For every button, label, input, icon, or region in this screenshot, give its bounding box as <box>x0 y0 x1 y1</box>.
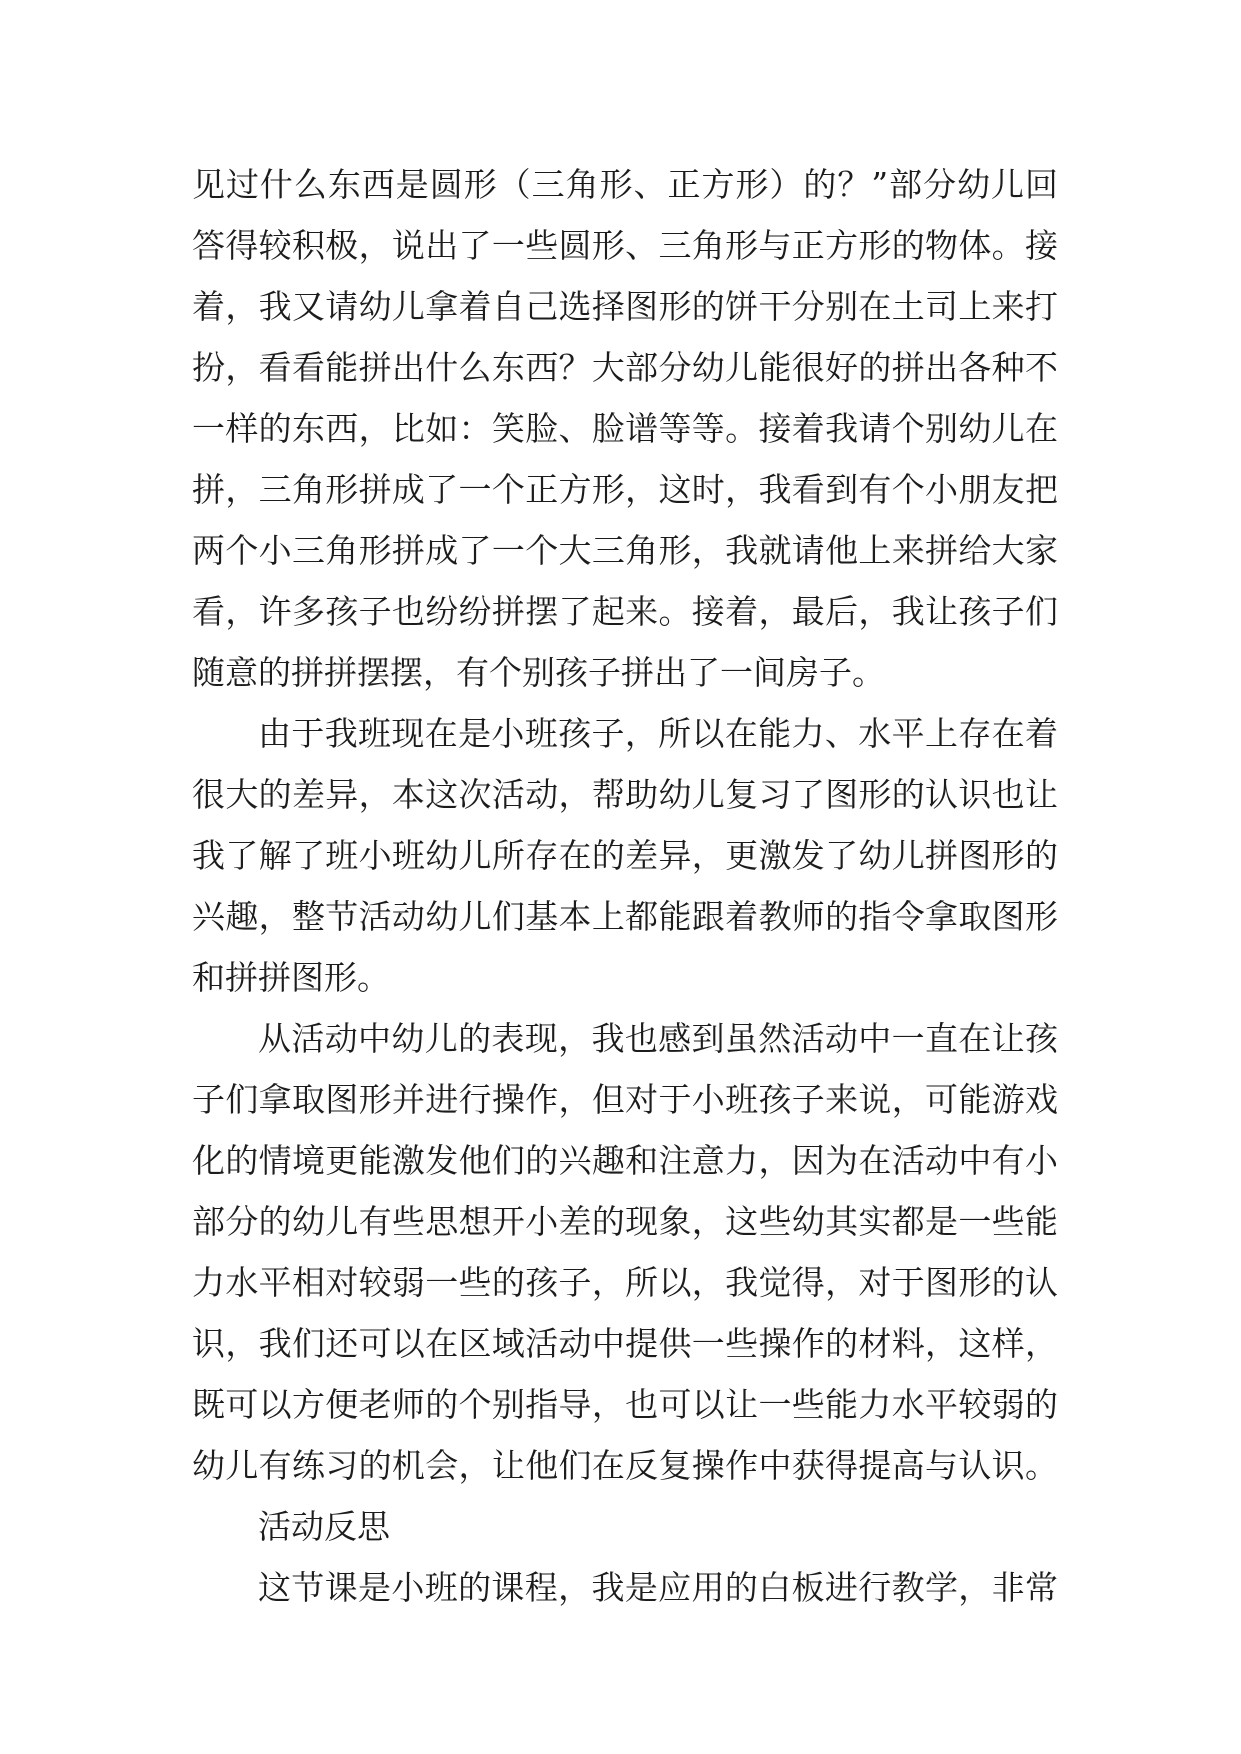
paragraph-1-line-7: 两个小三角形拼成了一个大三角形，我就请他上来拼给大家 <box>192 531 1058 570</box>
paragraph-1-line-3: 着，我又请幼儿拿着自己选择图形的饼干分别在土司上来打 <box>192 287 1058 326</box>
paragraph-3-line-8: 幼儿有练习的机会，让他们在反复操作中获得提高与认识。 <box>192 1446 1058 1485</box>
paragraph-2-line-4: 兴趣，整节活动幼儿们基本上都能跟着教师的指令拿取图形 <box>192 897 1058 936</box>
paragraph-1-line-5: 一样的东西，比如：笑脸、脸谱等等。接着我请个别幼儿在 <box>192 409 1058 448</box>
paragraph-3-line-4: 部分的幼儿有些思想开小差的现象，这些幼其实都是一些能 <box>192 1202 1058 1241</box>
paragraph-3-line-1: 从活动中幼儿的表现，我也感到虽然活动中一直在让孩 <box>258 1019 1058 1058</box>
paragraph-3-line-3: 化的情境更能激发他们的兴趣和注意力，因为在活动中有小 <box>192 1141 1058 1180</box>
paragraph-1-line-4: 扮，看看能拼出什么东西？大部分幼儿能很好的拼出各种不 <box>192 348 1058 387</box>
paragraph-2-line-5: 和拼拼图形。 <box>192 958 390 997</box>
paragraph-2-line-1: 由于我班现在是小班孩子，所以在能力、水平上存在着 <box>258 714 1058 753</box>
paragraph-3-line-7: 既可以方便老师的个别指导，也可以让一些能力水平较弱的 <box>192 1385 1058 1424</box>
paragraph-3-line-6: 识，我们还可以在区域活动中提供一些操作的材料，这样， <box>192 1324 1058 1363</box>
paragraph-4-line-1: 这节课是小班的课程，我是应用的白板进行教学，非常 <box>258 1568 1058 1607</box>
paragraph-1-line-9: 随意的拼拼摆摆，有个别孩子拼出了一间房子。 <box>192 653 885 692</box>
paragraph-1-line-6: 拼，三角形拼成了一个正方形，这时，我看到有个小朋友把 <box>192 470 1058 509</box>
paragraph-1-line-8: 看，许多孩子也纷纷拼摆了起来。接着，最后，我让孩子们 <box>192 592 1058 631</box>
paragraph-1-line-1: 见过什么东西是圆形（三角形、正方形）的？”部分幼儿回 <box>192 165 1058 204</box>
paragraph-2-line-3: 我了解了班小班幼儿所存在的差异，更激发了幼儿拼图形的 <box>192 836 1058 875</box>
paragraph-2-line-2: 很大的差异，本这次活动，帮助幼儿复习了图形的认识也让 <box>192 775 1058 814</box>
paragraph-3-line-5: 力水平相对较弱一些的孩子，所以，我觉得，对于图形的认 <box>192 1263 1058 1302</box>
section-heading: 活动反思 <box>258 1507 390 1546</box>
paragraph-1-line-2: 答得较积极，说出了一些圆形、三角形与正方形的物体。接 <box>192 226 1058 265</box>
paragraph-3-line-2: 子们拿取图形并进行操作，但对于小班孩子来说，可能游戏 <box>192 1080 1058 1119</box>
